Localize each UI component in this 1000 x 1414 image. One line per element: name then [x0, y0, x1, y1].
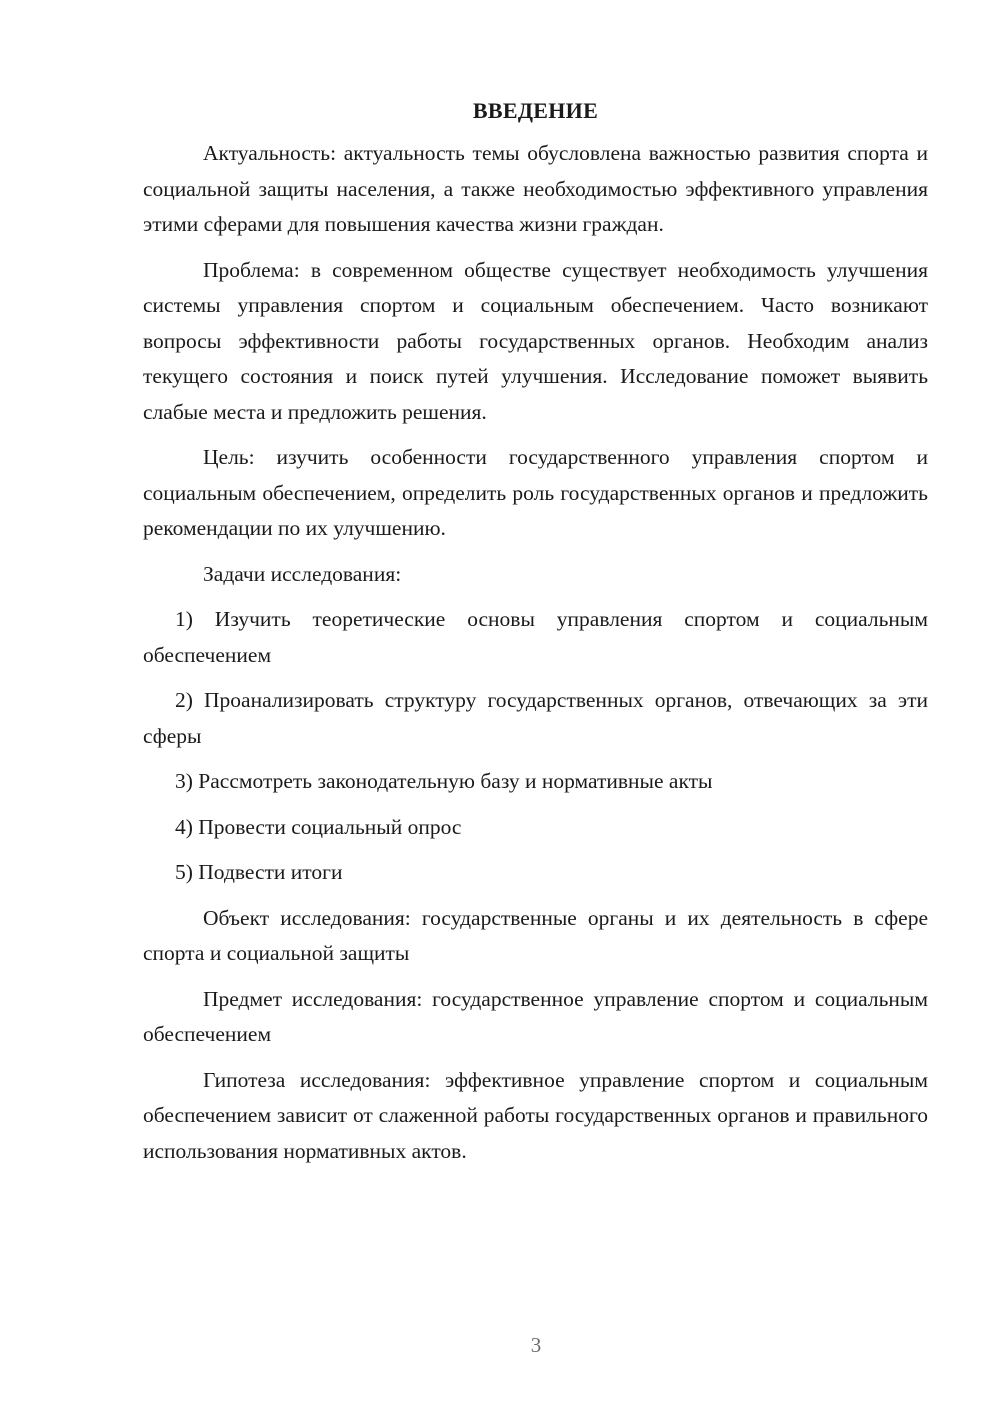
task-item: 2) Проанализировать структуру государственных органов, отвечающих за эти сферы: [143, 688, 928, 748]
page-number: 3: [530, 1333, 542, 1357]
goal-paragraph: Цель: изучить особенности государственного управления спортом и социальным обеспечением, определить роль государственных органов и предложить рекомендации по их улучшению.: [143, 445, 928, 540]
object-paragraph: Объект исследования: государственные органы и их деятельность в сфере спорта и социальной защиты: [143, 905, 928, 965]
hypothesis-paragraph: Гипотеза исследования: эффективное управление спортом и социальным обеспечением зависит от слаженной работы государственных органов и правильного использования нормативных актов.: [143, 1067, 928, 1163]
task-item: 1) Изучить теоретические основы управления спортом и социальным обеспечением: [143, 607, 928, 667]
task-item: 3) Рассмотреть законодательную базу и нормативные акты: [175, 769, 713, 793]
problem-paragraph: Проблема: в современном обществе существует необходимость улучшения системы управления спортом и социальным обеспечением. Часто возникают вопросы эффективности работы государственных органов. Необходим анализ текущего состояния и поиск путей улучшения. Исследование поможет выявить слабые места и предложить решения.: [143, 257, 928, 424]
task-item: 4) Провести социальный опрос: [175, 814, 462, 839]
subject-paragraph: Предмет исследования: государственное управление спортом и социальным обеспечением: [143, 986, 928, 1046]
tasks-intro: Задачи исследования:: [203, 561, 402, 586]
page-content: [143, 96, 928, 1179]
task-item: 5) Подвести итоги: [175, 860, 343, 884]
section-heading: ВВЕДЕНИЕ: [472, 98, 599, 123]
relevance-paragraph: Актуальность: актуальность темы обусловлена важностью развития спорта и социальной защиты населения, а также необходимостью эффективного управления этими сферами для повышения качества жизни граждан.: [143, 141, 928, 236]
